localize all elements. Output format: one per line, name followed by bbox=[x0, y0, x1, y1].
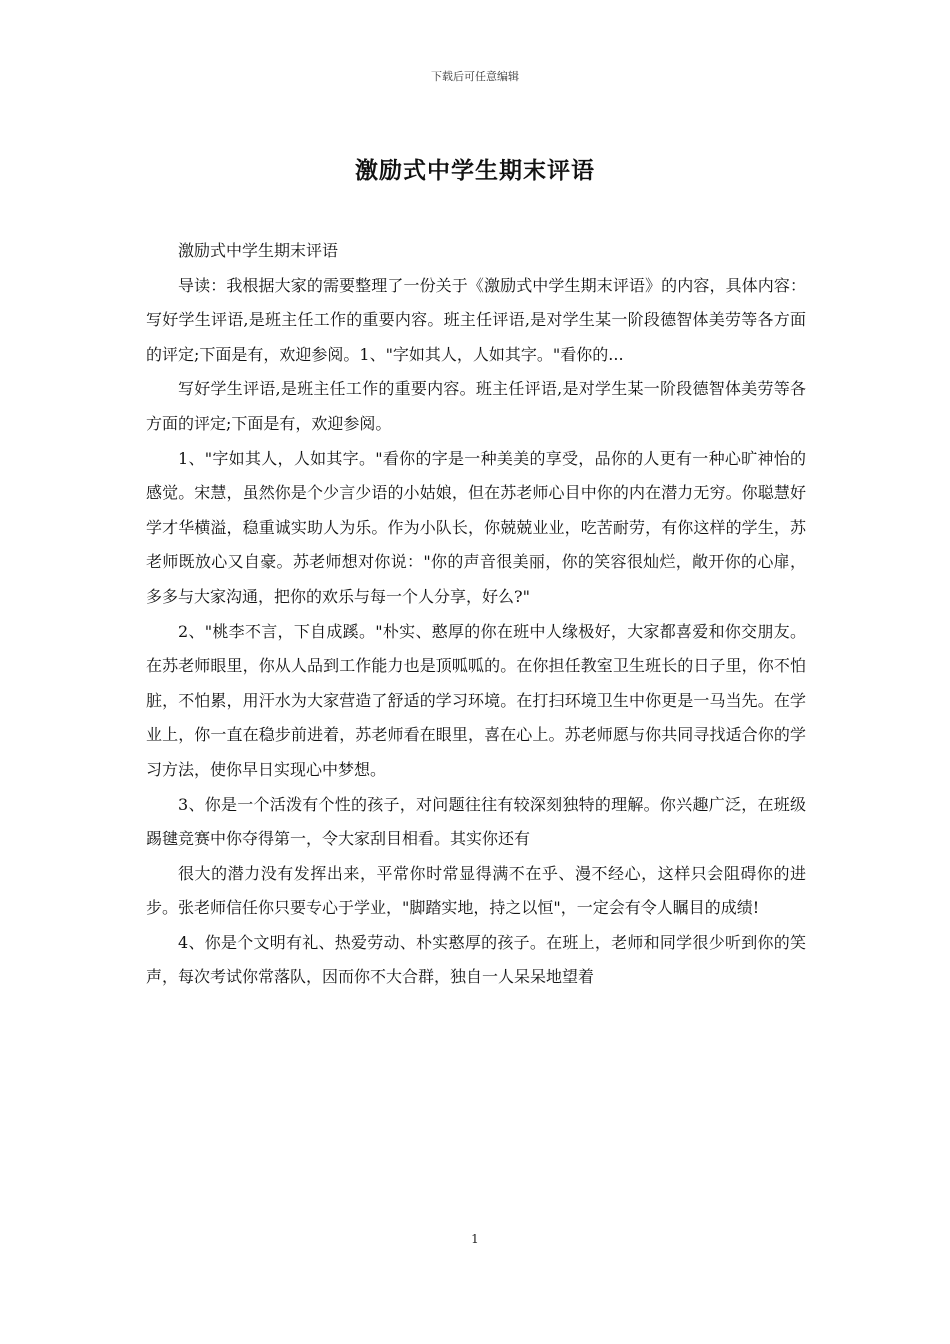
page-number: 1 bbox=[471, 1232, 479, 1246]
document-body bbox=[146, 234, 806, 995]
header-note: 下载后可任意编辑 bbox=[431, 70, 519, 83]
paragraph-comment-3: 3、你是一个活泼有个性的孩子，对问题往往有较深刻独特的理解。你兴趣广泛，在班级踢毽竞赛中你夺得第一，令大家刮目相看。其实你还有 bbox=[146, 794, 806, 849]
paragraph-preface: 写好学生评语,是班主任工作的重要内容。班主任评语,是对学生某一阶段德智体美劳等各方面的评定;下面是有，欢迎参阅。 bbox=[146, 379, 806, 433]
paragraph-intro: 导读：我根据大家的需要整理了一份关于《激励式中学生期末评语》的内容，具体内容：写好学生评语,是班主任工作的重要内容。班主任评语,是对学生某一阶段德智体美劳等各方面的评定;下面是有，欢迎参阅。1、"字如其人，人如其字。"看你的... bbox=[146, 275, 806, 364]
paragraph-comment-4: 4、你是个文明有礼、热爱劳动、朴实憨厚的孩子。在班上，老师和同学很少听到你的笑声，每次考试你常落队，因而你不大合群，独自一人呆呆地望着 bbox=[146, 932, 806, 987]
paragraph-comment-1: 1、"字如其人，人如其字。"看你的字是一种美美的享受，品你的人更有一种心旷神怡的感觉。宋慧，虽然你是个少言少语的小姑娘，但在苏老师心目中你的内在潜力无穷。你聪慧好学才华横溢，稳重诚实助人为乐。作为小队长，你兢兢业业，吃苦耐劳，有你这样的学生，苏老师既放心又自豪。苏老师想对你说："你的声音很美丽，你的笑容很灿烂，敞开你的心扉，多多与大家沟通，把你的欢乐与每一个人分享，好么?" bbox=[146, 448, 806, 606]
paragraph-comment-3-continued: 很大的潜力没有发挥出来，平常你时常显得满不在乎、漫不经心，这样只会阻碍你的进步。张老师信任你只要专心于学业，"脚踏实地，持之以恒"，一定会有令人瞩目的成绩! bbox=[146, 863, 806, 918]
paragraph-comment-2: 2、"桃李不言，下自成蹊。"朴实、憨厚的你在班中人缘极好，大家都喜爱和你交朋友。在苏老师眼里，你从人品到工作能力也是顶呱呱的。在你担任教室卫生班长的日子里，你不怕脏，不怕累，用汗水为大家营造了舒适的学习环境。在打扫环境卫生中你更是一马当先。在学业上，你一直在稳步前进着，苏老师看在眼里，喜在心上。苏老师愿与你共同寻找适合你的学习方法，使你早日实现心中梦想。 bbox=[146, 621, 806, 779]
paragraph-subtitle: 激励式中学生期末评语 bbox=[178, 241, 339, 260]
document-title: 激励式中学生期末评语 bbox=[355, 158, 595, 184]
